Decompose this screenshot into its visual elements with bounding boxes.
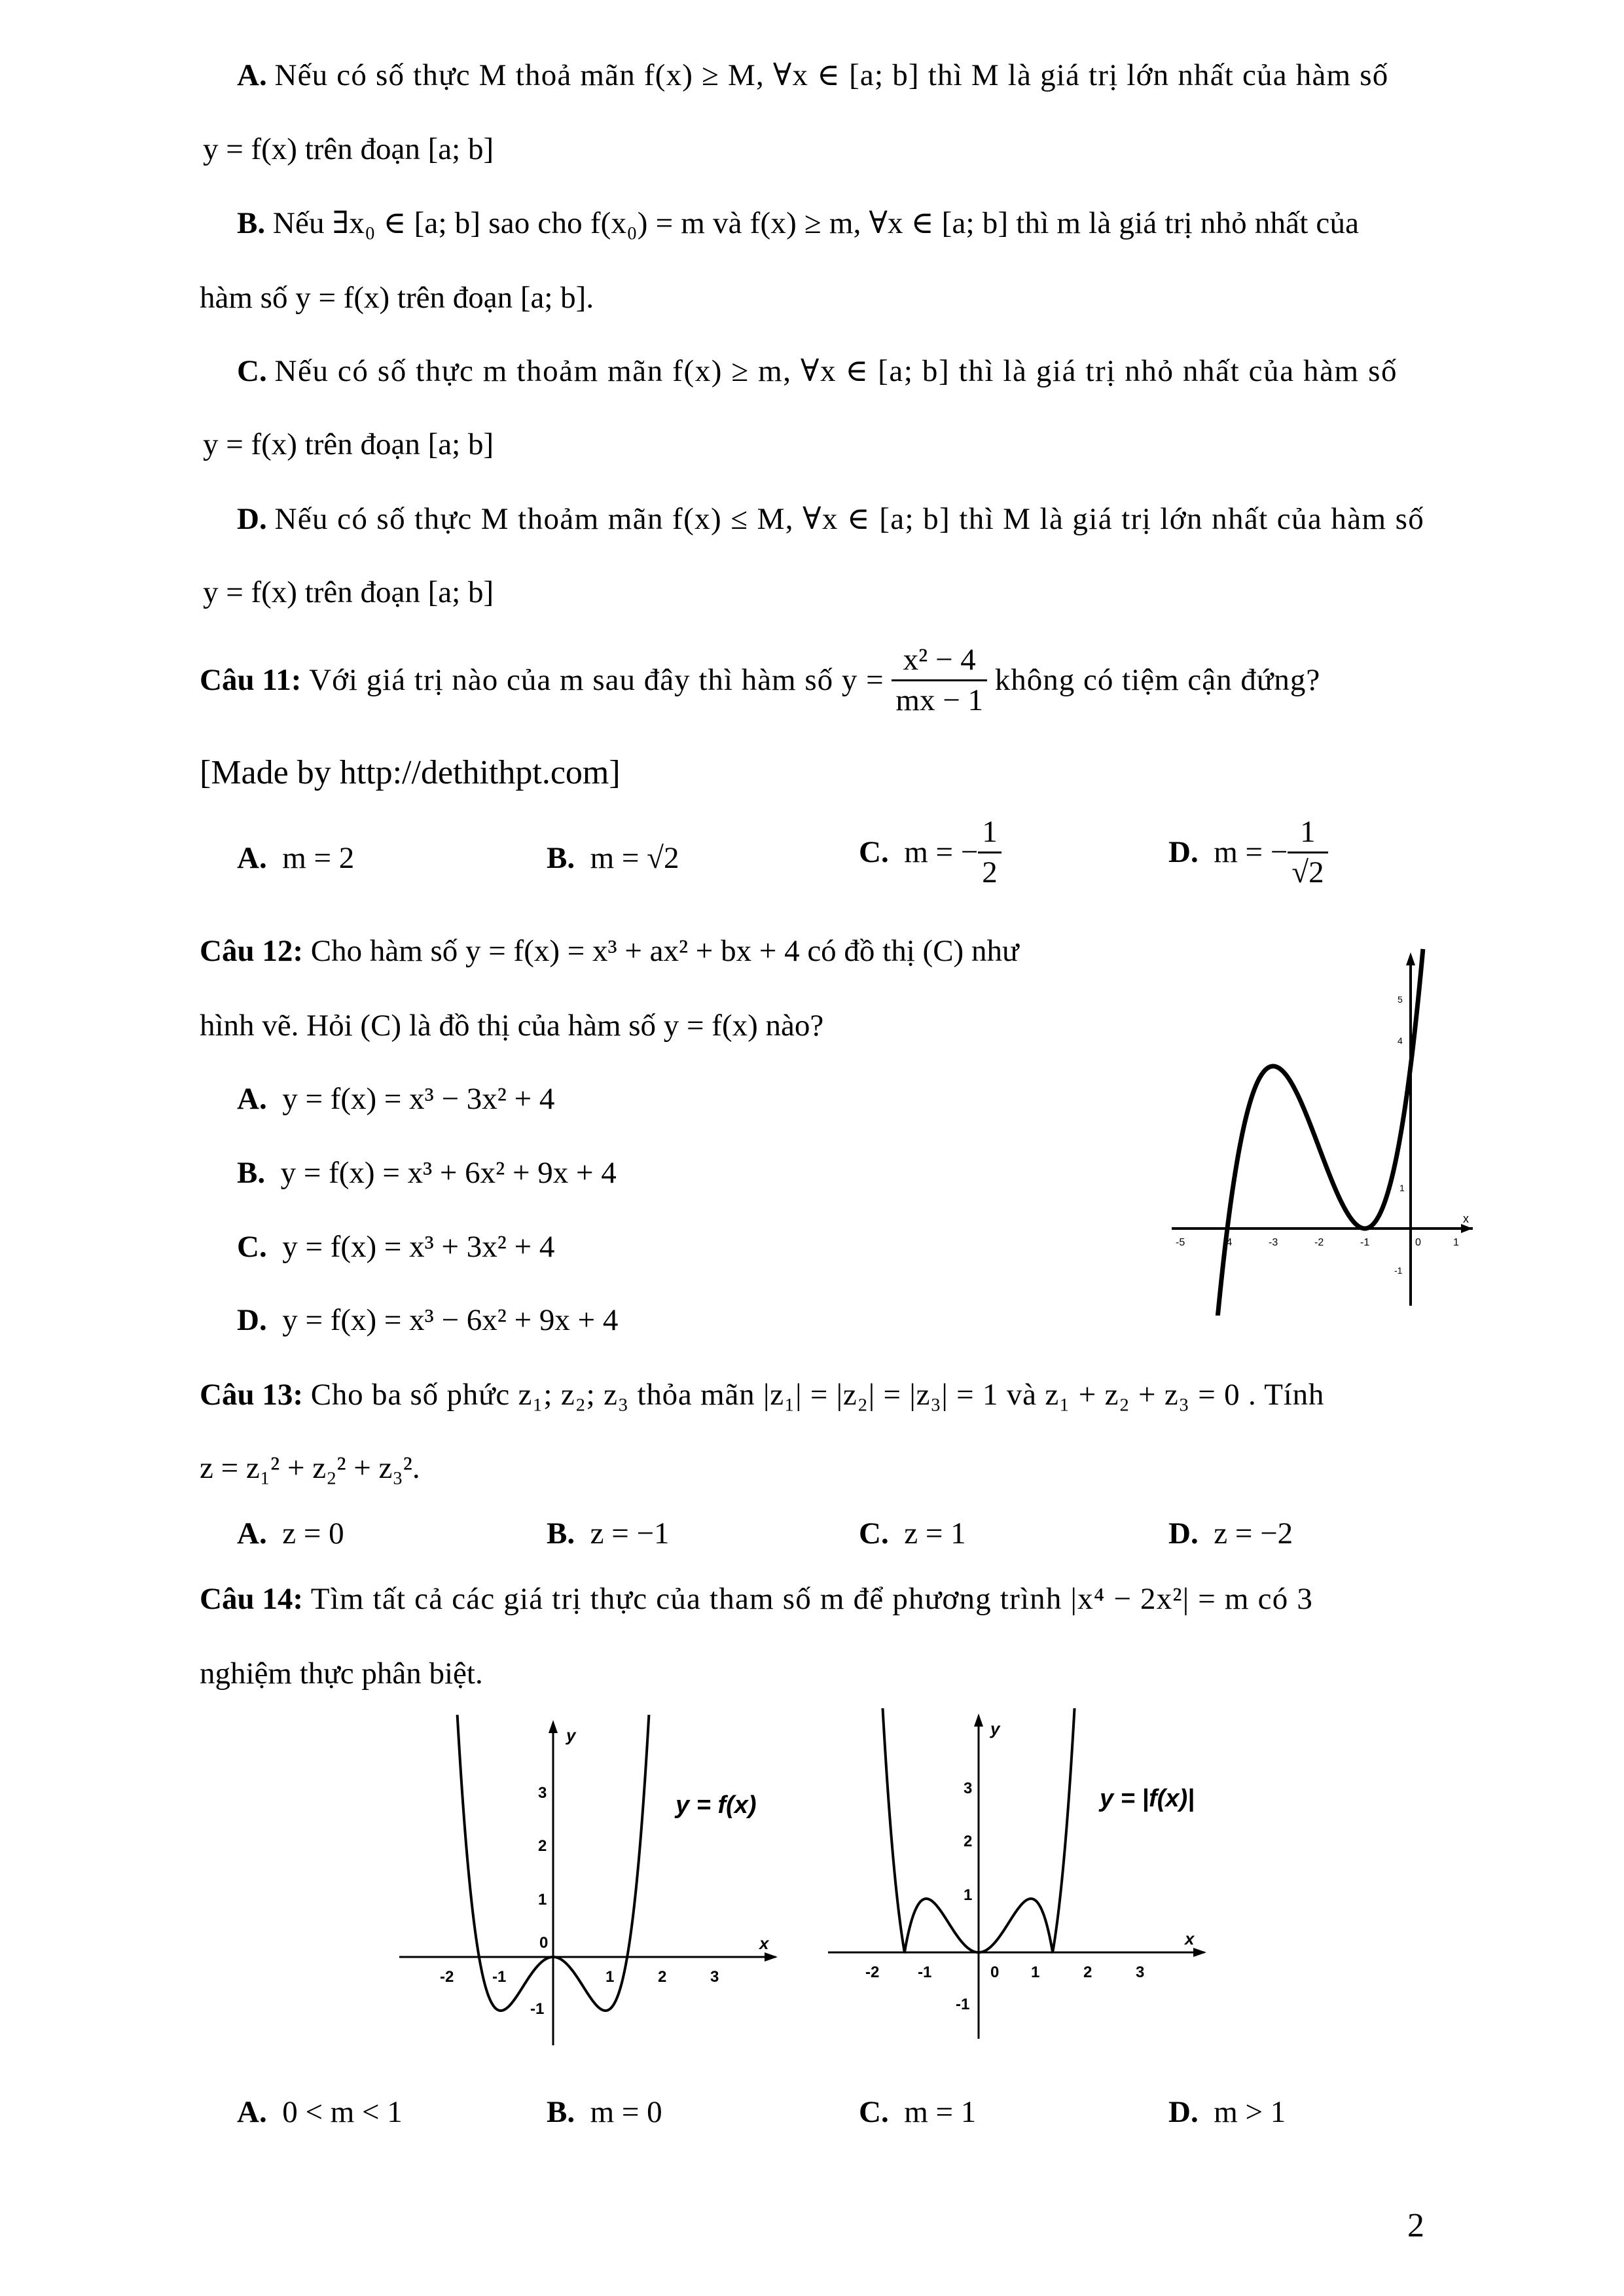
tick-x-2: 2: [1083, 1964, 1092, 1981]
page-number: 2: [1407, 2207, 1424, 2244]
q14-graph-f: [393, 1715, 785, 2055]
x-axis-arrow: [765, 1952, 778, 1962]
fraction-denominator: mx − 1: [895, 683, 983, 717]
tick-y-neg1: -1: [1394, 1265, 1403, 1276]
cubic-curve: [1212, 949, 1423, 1316]
y-axis-label: y: [990, 1719, 1000, 1738]
option-label: A.: [237, 2095, 267, 2129]
option-text: Nếu có số thực m thoảm mãn f(x) ≥ m, ∀x ∈ [a; b] thì là giá trị nhỏ nhất của hàm số: [274, 354, 1398, 388]
question-label: Câu 14:: [200, 1582, 303, 1616]
x-axis-label: x: [1463, 1212, 1469, 1225]
q10-option-d-cont: y = f(x) trên đoạn [a; b]: [203, 575, 494, 609]
option-text: m > 1: [1214, 2095, 1286, 2129]
option-text: y = f(x) = x³ + 3x² + 4: [282, 1230, 555, 1264]
tick-x-1: 1: [605, 1968, 615, 1986]
y-axis-arrow: [549, 1720, 558, 1733]
tick-y-5: 5: [1398, 994, 1403, 1005]
tick-y-1: 1: [964, 1886, 973, 1904]
fraction-denominator: 2: [982, 855, 998, 889]
option-label: D.: [1168, 1516, 1199, 1551]
option-text: y = f(x) = x³ − 3x² + 4: [282, 1082, 555, 1116]
tick-x-neg1: -1: [1360, 1237, 1370, 1248]
tick-y-neg1: -1: [530, 2000, 545, 2018]
option-text: z = 0: [282, 1516, 344, 1551]
option-text: m = 0: [590, 2095, 662, 2129]
graph-title: y = |f(x)|: [1100, 1785, 1195, 1812]
option-label: C.: [237, 354, 267, 388]
option-text: m = 2: [282, 841, 355, 875]
option-label: A.: [237, 58, 267, 92]
tick-labels: [865, 1780, 1144, 2013]
option-label: A.: [237, 1082, 267, 1116]
tick-x-neg2: -2: [865, 1964, 880, 1981]
q10-option-c-cont: y = f(x) trên đoạn [a; b]: [203, 427, 494, 461]
tick-x-neg4: -4: [1223, 1237, 1233, 1248]
option-text: m = 1: [904, 2095, 977, 2129]
q13-option-b: [547, 1518, 669, 1549]
option-text: Nếu ∃x₀ ∈ [a; b] sao cho f(x₀) = m và f(x) ≥ m, ∀x ∈ [a; b] thì m là giá trị nhỏ nhất của: [272, 206, 1360, 240]
tick-y-4: 4: [1398, 1035, 1403, 1046]
q12-option-b: [237, 1158, 617, 1189]
option-label: C.: [859, 835, 889, 869]
option-label: B.: [547, 841, 575, 875]
tick-y-3: 3: [538, 1784, 547, 1802]
option-label: A.: [237, 841, 267, 875]
option-text: m = −: [1214, 835, 1288, 869]
option-label: B.: [547, 2095, 575, 2129]
option-fraction: [978, 817, 1001, 888]
x-axis-label: x: [759, 1933, 769, 1953]
q12-option-c: [237, 1232, 554, 1263]
tick-x-1: 1: [1031, 1964, 1040, 1981]
option-text: z = −1: [590, 1516, 670, 1551]
q11-stem: [200, 645, 1320, 716]
option-label: B.: [237, 206, 266, 240]
option-label: A.: [237, 1516, 267, 1551]
q14-option-a: [237, 2097, 403, 2128]
q10-option-a-cont: y = f(x) trên đoạn [a; b]: [203, 132, 494, 166]
q11-option-d: [1168, 817, 1328, 888]
question-text: Với giá trị nào của m sau đây thì hàm số y =: [309, 663, 884, 697]
q14-stem-line1: [200, 1584, 1313, 1615]
q12-option-a: [237, 1084, 554, 1115]
q11-option-a: [237, 843, 354, 874]
fraction-numerator: x² − 4: [892, 645, 987, 681]
q13-option-c: [859, 1518, 966, 1549]
q14-graph-abs-f: [821, 1708, 1214, 2049]
q12-stem-line2: hình vẽ. Hỏi (C) là đồ thị của hàm số y = f(x) nào?: [200, 1009, 824, 1043]
tick-x-3: 3: [1136, 1964, 1145, 1981]
x-axis-arrow: [1461, 1224, 1473, 1233]
question-text: Tìm tất cả các giá trị thực của tham số m để phương trình |x⁴ − 2x²| = m có 3: [310, 1582, 1314, 1616]
tick-y-3: 3: [964, 1780, 973, 1797]
tick-y-neg1: -1: [956, 1996, 970, 2013]
option-text: z = −2: [1214, 1516, 1293, 1551]
tick-x-neg1: -1: [492, 1968, 507, 1986]
fraction-numerator: 1: [978, 817, 1001, 853]
option-text: 0 < m < 1: [282, 2095, 403, 2129]
fraction-denominator: √2: [1291, 855, 1324, 889]
option-text: z = 1: [904, 1516, 966, 1551]
credit-line: [Made by http://dethithpt.com]: [200, 754, 621, 791]
question-text-end: không có tiệm cận đứng?: [994, 663, 1321, 697]
q11-fraction: [892, 645, 987, 716]
option-text: y = f(x) = x³ + 6x² + 9x + 4: [280, 1156, 617, 1190]
tick-x-0: 0: [990, 1964, 1000, 1981]
q13-stem-line2: z = z₁² + z₂² + z₃².: [200, 1451, 420, 1485]
y-axis-arrow: [1406, 952, 1415, 965]
option-label: C.: [859, 2095, 889, 2129]
q14-option-c: [859, 2097, 976, 2128]
option-text: Nếu có số thực M thoảm mãn f(x) ≤ M, ∀x ∈ [a; b] thì M là giá trị lớn nhất của hàm số: [274, 502, 1425, 536]
q11-option-c: [859, 817, 1001, 888]
q10-option-b-cont: hàm số y = f(x) trên đoạn [a; b].: [200, 281, 594, 315]
q12-cubic-graph: [1165, 942, 1479, 1316]
q10-option-c: [237, 356, 1398, 387]
tick-x-0: 0: [539, 1934, 549, 1952]
y-axis-arrow: [974, 1713, 983, 1727]
question-label: Câu 12:: [200, 934, 303, 968]
q14-option-d: [1168, 2097, 1286, 2128]
option-label: D.: [1168, 835, 1199, 869]
option-fraction: [1288, 817, 1327, 888]
question-label: Câu 13:: [200, 1378, 303, 1412]
q14-option-b: [547, 2097, 662, 2128]
tick-y-2: 2: [964, 1833, 973, 1850]
tick-y-2: 2: [538, 1837, 547, 1855]
option-label: D.: [1168, 2095, 1199, 2129]
fraction-numerator: 1: [1288, 817, 1327, 853]
q10-option-b: [237, 208, 1359, 239]
q13-option-d: [1168, 1518, 1293, 1549]
graph-title: y = f(x): [676, 1791, 757, 1819]
tick-x-3: 3: [710, 1968, 719, 1986]
option-text: y = f(x) = x³ − 6x² + 9x + 4: [282, 1303, 619, 1337]
q12-option-d: [237, 1305, 618, 1336]
q13-stem-line1: [200, 1380, 1324, 1410]
tick-x-0: 0: [1415, 1237, 1421, 1248]
question-text: Cho hàm số y = f(x) = x³ + ax² + bx + 4 có đồ thị (C) như: [310, 934, 1019, 968]
q11-option-b: [547, 843, 679, 874]
tick-x-2: 2: [658, 1968, 667, 1986]
tick-x-1: 1: [1453, 1237, 1459, 1248]
option-text: m = √2: [590, 841, 679, 875]
option-label: C.: [237, 1230, 267, 1264]
option-label: D.: [237, 502, 267, 536]
tick-x-neg1: -1: [918, 1964, 932, 1981]
question-text: Cho ba số phức z₁; z₂; z₃ thỏa mãn |z₁| = |z₂| = |z₃| = 1 và z₁ + z₂ + z₃ = 0 . Tính: [310, 1378, 1325, 1412]
tick-x-neg2: -2: [440, 1968, 454, 1986]
tick-y-1: 1: [1399, 1183, 1405, 1193]
option-label: D.: [237, 1303, 267, 1337]
q10-option-a: [237, 60, 1484, 91]
x-axis-label: x: [1185, 1929, 1195, 1948]
y-axis-label: y: [566, 1725, 576, 1745]
q12-stem-line1: [200, 936, 1019, 967]
tick-x-neg2: -2: [1314, 1237, 1324, 1248]
option-label: B.: [547, 1516, 575, 1551]
tick-x-neg5: -5: [1176, 1237, 1185, 1248]
q13-option-a: [237, 1518, 344, 1549]
q14-stem-line2: nghiệm thực phân biệt.: [200, 1657, 483, 1691]
x-axis-arrow: [1193, 1948, 1206, 1957]
option-text: m = −: [904, 835, 979, 869]
option-text: Nếu có số thực M thoả mãn f(x) ≥ M, ∀x ∈ [a; b] thì M là giá trị lớn nhất của hàm số: [274, 58, 1389, 92]
question-label: Câu 11:: [200, 663, 302, 697]
tick-x-neg3: -3: [1269, 1237, 1278, 1248]
option-label: C.: [859, 1516, 889, 1551]
option-label: B.: [237, 1156, 266, 1190]
tick-y-1: 1: [538, 1891, 547, 1909]
q10-option-d: [237, 504, 1424, 535]
